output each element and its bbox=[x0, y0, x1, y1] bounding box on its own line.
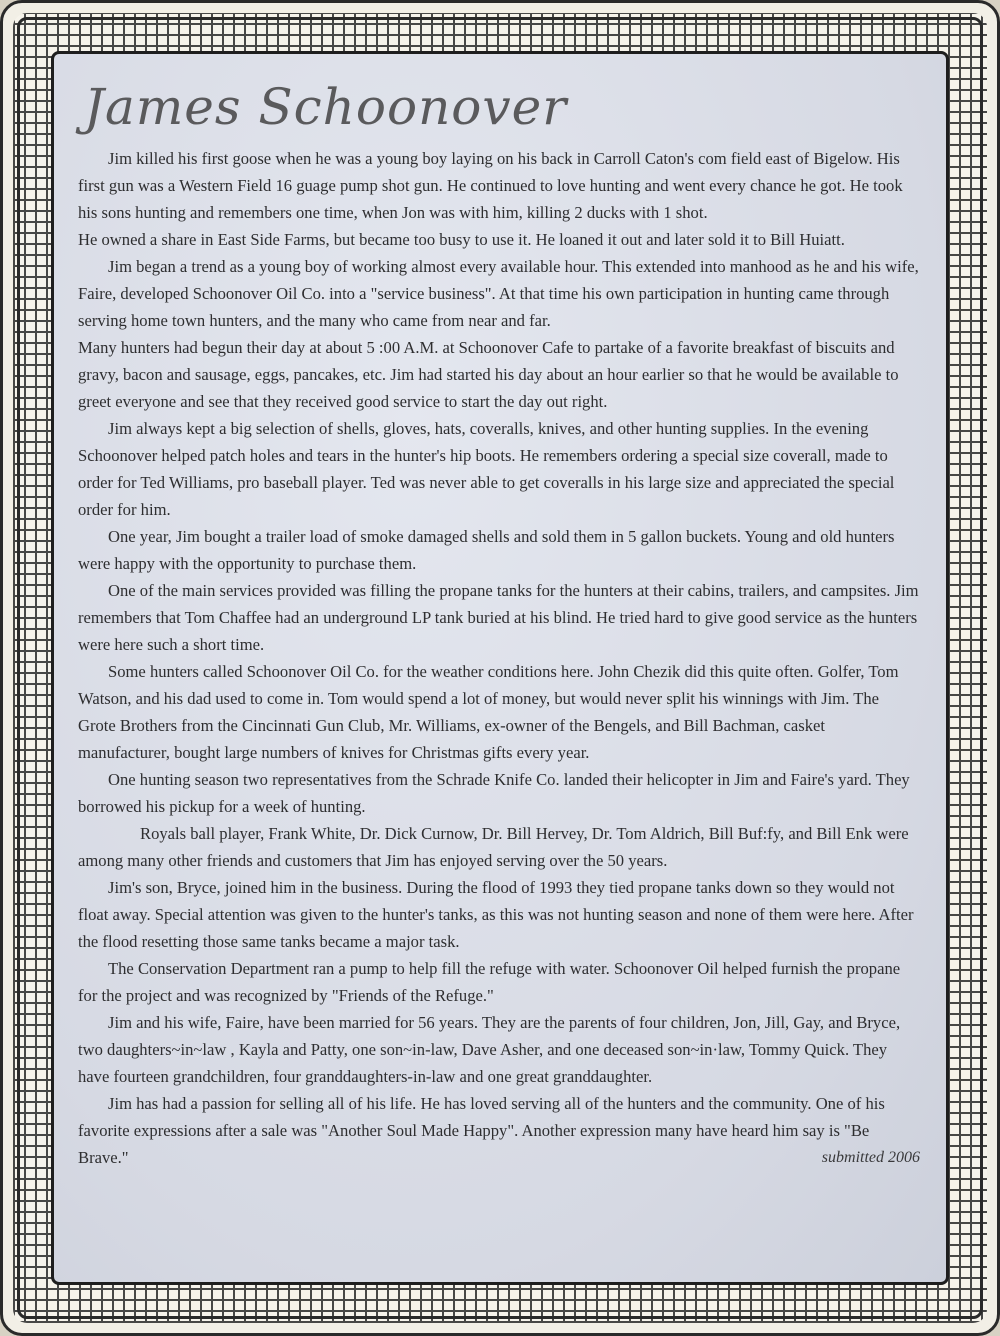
paragraph: Jim began a trend as a young boy of working almost every available hour. This extended into manhood as he and his wife, Faire, developed Schoonover Oil Co. into a "service business". At that time his own participation in hunting came through serving home town hunters, and the many who came from near and far. bbox=[78, 257, 919, 330]
paragraph: One year, Jim bought a trailer load of smoke damaged shells and sold them in 5 gallon buckets. Young and old hunters were happy with the opportunity to purchase them. bbox=[78, 527, 895, 573]
paragraph: He owned a share in East Side Farms, but became too busy to use it. He loaned it out and later sold it to Bill Huiatt. bbox=[78, 230, 845, 249]
paragraph: One of the main services provided was filling the propane tanks for the hunters at their cabins, trailers, and campsites. Jim remembers that Tom Chaffee had an underground LP tank buried at his blind. He tried hard to give good service as the hunters were here such a short time. bbox=[78, 581, 919, 654]
content-panel bbox=[51, 51, 949, 1285]
paragraph: Jim and his wife, Faire, have been married for 56 years. They are the parents of four children, Jon, Jill, Gay, and Bryce, two daughters~in~law , Kayla and Patty, one son~in-law, Dave Asher, and one deceased son~in·law, Tommy Quick. They have fourteen grandchildren, four granddaughters-in-law and one great granddaughter. bbox=[78, 1013, 901, 1086]
paragraph: Some hunters called Schoonover Oil Co. for the weather conditions here. John Chezik did this quite often. Golfer, Tom Watson, and his dad used to come in. Tom would spend a lot of money, but would never split his winnings with Jim. The Grote Brothers from the Cincinnati Gun Club, Mr. Williams, ex-owner of the Bengels, and Bill Bachman, casket manufacturer, bought large numbers of knives for Christmas gifts every year. bbox=[78, 662, 899, 762]
paragraph: Many hunters had begun their day at about 5 :00 A.M. at Schoonover Cafe to partake of a favorite breakfast of biscuits and gravy, bacon and sausage, eggs, pancakes, etc. Jim had started his day about an hour earlier so that he would be available to greet everyone and see that they received good service to start the day out right. bbox=[78, 338, 899, 411]
submitted-note: submitted 2006 bbox=[821, 1149, 920, 1166]
paragraph: Jim killed his first goose when he was a young boy laying on his back in Carroll Caton's com field east of Bigelow. His first gun was a Western Field 16 guage pump shot gun. He continued to love hunting and went every chance he got. He took his sons hunting and remembers one time, when Jon was with him, killing 2 ducks with 1 shot. bbox=[78, 149, 903, 222]
paragraph: Jim always kept a big selection of shells, gloves, hats, coveralls, knives, and other hunting supplies. In the evening Schoonover helped patch holes and tears in the hunter's hip boots. He remembers ordering a special size coverall, made to order for Ted Williams, pro baseball player. Ted was never able to get coveralls in his large size and appreciated the special order for him. bbox=[78, 419, 895, 519]
paragraph: Royals ball player, Frank White, Dr. Dick Curnow, Dr. Bill Hervey, Dr. Tom Aldrich, Bill Buf:fy, and Bill Enk were among many other friends and customers that Jim has enjoyed serving over the 50 years. bbox=[78, 824, 909, 870]
closing-block bbox=[78, 1090, 920, 1171]
paragraph: One hunting season two representatives from the Schrade Knife Co. landed their helicopter in Jim and Faire's yard. They borrowed his pickup for a week of hunting. bbox=[78, 770, 910, 816]
article-body bbox=[78, 145, 920, 1171]
paragraph: Jim's son, Bryce, joined him in the business. During the flood of 1993 they tied propane tanks down so they would not float away. Special attention was given to the hunter's tanks, as this was not hunting season and none of them were here. After the flood resetting those same tanks became a major task. bbox=[78, 878, 914, 951]
paragraph: Jim has had a passion for selling all of his life. He has loved serving all of the hunters and the community. One of his favorite expressions after a sale was "Another Soul Made Happy". Another expression many have heard him say is "Be Brave." bbox=[78, 1094, 885, 1167]
paragraph: The Conservation Department ran a pump to help fill the refuge with water. Schoonover Oil helped furnish the propane for the project and was recognized by "Friends of the Refuge." bbox=[78, 959, 901, 1005]
page-title: James Schoonover bbox=[84, 78, 568, 136]
